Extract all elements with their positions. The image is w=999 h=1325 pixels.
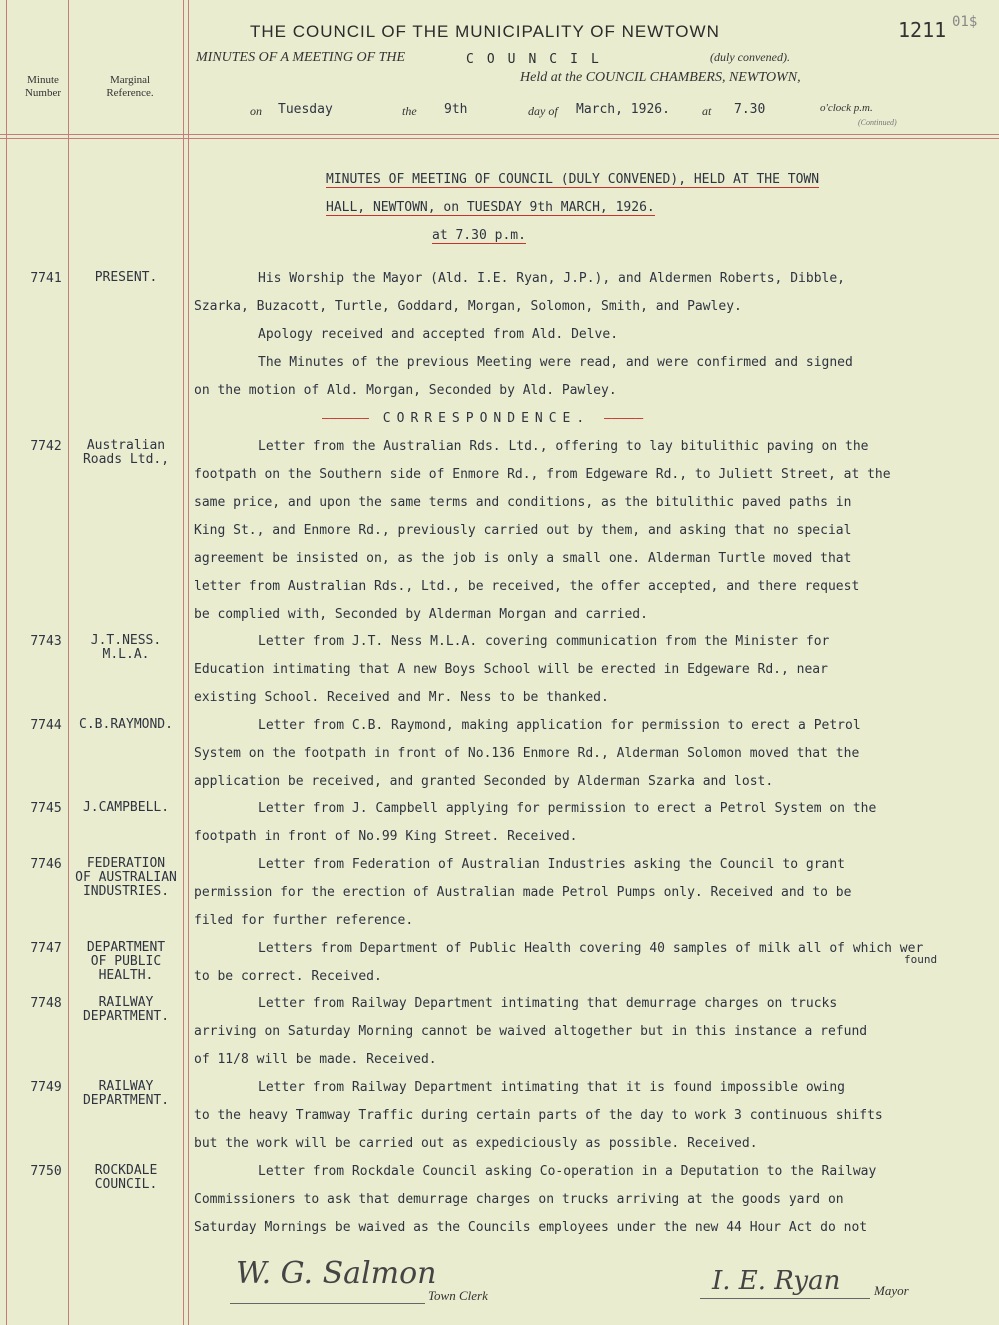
meeting-time: 7.30	[734, 102, 766, 117]
body-insertion: found	[904, 953, 938, 966]
column-heading-minute-number: Minute Number	[24, 74, 62, 99]
marginal-reference: FEDERATION OF AUSTRALIAN INDUSTRIES.	[75, 856, 177, 899]
heading-line-3: at 7.30 p.m.	[432, 228, 526, 243]
body-line: Letter from Railway Department intimating that demurrage charges on trucks	[258, 996, 838, 1011]
marginal-reference: ROCKDALE COUNCIL.	[94, 1163, 158, 1192]
minute-number: 7749	[30, 1080, 62, 1095]
body-line: Letter from Railway Department intimating that it is found impossible owing	[258, 1080, 845, 1095]
marginal-reference: C.B.RAYMOND.	[79, 717, 173, 732]
body-line: His Worship the Mayor (Ald. I.E. Ryan, J.P.), and Aldermen Roberts, Dibble,	[258, 271, 845, 286]
heading-line-1: MINUTES OF MEETING OF COUNCIL (DULY CONVENED), HELD AT THE TOWN	[326, 172, 820, 187]
body-line: Letter from C.B. Raymond, making application for permission to erect a Petrol	[258, 718, 861, 733]
column-heading-marginal-reference: Marginal Reference.	[106, 74, 154, 99]
header-rule	[0, 134, 999, 135]
margin-rule	[6, 0, 7, 1325]
body-line: Saturday Mornings be waived as the Councils employees under the new 44 Hour Act do not	[194, 1220, 868, 1235]
body-line: same price, and upon the same terms and conditions, as the bitulithic paved paths in	[194, 495, 852, 510]
body-line: Letter from J. Campbell applying for permission to erect a Petrol System on the	[258, 801, 877, 816]
body-line: Szarka, Buzacott, Turtle, Goddard, Morgan, Solomon, Smith, and Pawley.	[194, 299, 742, 314]
body-line: to be correct. Received.	[194, 969, 382, 984]
correspondence-heading: —————— CORRESPONDENCE. —————	[322, 411, 644, 426]
mayor-signature: I. E. Ryan	[712, 1266, 841, 1296]
town-clerk-label: Town Clerk	[428, 1288, 488, 1303]
body-line: Letters from Department of Public Health covering 40 samples of milk all of which wer	[258, 941, 924, 956]
on-label: on	[250, 104, 262, 118]
minute-number: 7744	[30, 718, 62, 733]
reference-column-rule	[183, 0, 184, 1325]
minute-number: 7748	[30, 996, 62, 1011]
oclock-label: o'clock p.m.	[820, 102, 873, 114]
body-line: arriving on Saturday Morning cannot be waived altogether but in this instance a refund	[194, 1024, 868, 1039]
town-clerk-signature: W. G. Salmon	[236, 1256, 437, 1291]
body-line: footpath in front of No.99 King Street. Received.	[194, 829, 578, 844]
body-line: Letter from Federation of Australian Industries asking the Council to grant	[258, 857, 845, 872]
council-title: THE COUNCIL OF THE MUNICIPALITY OF NEWTOWN	[250, 22, 720, 41]
marginal-reference: J.T.NESS. M.L.A.	[90, 633, 162, 662]
the-label: the	[402, 104, 417, 118]
body-line: Letter from the Australian Rds. Ltd., offering to lay bitulithic paving on the	[258, 439, 869, 454]
page-number: 1211	[898, 18, 947, 42]
minute-number: 7747	[30, 941, 62, 956]
minute-number: 7743	[30, 634, 62, 649]
at-label: at	[702, 104, 712, 118]
body-line: Education intimating that A new Boys School will be erected in Edgeware Rd., near	[194, 662, 828, 677]
minutes-of-label: MINUTES OF A MEETING OF THE	[196, 50, 406, 65]
marginal-reference: PRESENT.	[94, 270, 158, 285]
held-at-label: Held at the COUNCIL CHAMBERS, NEWTOWN,	[520, 70, 801, 85]
minute-column-rule	[68, 0, 69, 1325]
body-line: agreement be insisted on, as the job is only a small one. Alderman Turtle moved that	[194, 551, 852, 566]
marginal-reference: RAILWAY DEPARTMENT.	[82, 1079, 170, 1108]
reference-column-rule-double	[188, 0, 189, 1325]
body-line: but the work will be carried out as expediciously as possible. Received.	[194, 1136, 758, 1151]
body-line: King St., and Enmore Rd., previously carried out by them, and asking that no special	[194, 523, 852, 538]
heading-line-2: HALL, NEWTOWN, on TUESDAY 9th MARCH, 1926.	[326, 200, 655, 215]
body-line: footpath on the Southern side of Enmore Rd., from Edgeware Rd., to Juliett Street, at the	[194, 467, 891, 482]
mayor-label: Mayor	[874, 1283, 909, 1298]
body-line: Letter from J.T. Ness M.L.A. covering communication from the Minister for	[258, 634, 830, 649]
body-line: be complied with, Seconded by Alderman Morgan and carried.	[194, 607, 648, 622]
marginal-reference: J.CAMPBELL.	[82, 800, 170, 815]
body-line: permission for the erection of Australian made Petrol Pumps only. Received and to be	[194, 885, 852, 900]
day-of-label: day of	[528, 104, 558, 118]
body-line: System on the footpath in front of No.136 Enmore Rd., Alderman Solomon moved that the	[194, 746, 860, 761]
body-line: Letter from Rockdale Council asking Co-operation in a Deputation to the Railway	[258, 1164, 877, 1179]
continued-label: (Continued)	[858, 118, 897, 127]
body-line: filed for further reference.	[194, 913, 414, 928]
minute-number: 7742	[30, 439, 62, 454]
convened-label: (duly convened).	[710, 50, 790, 64]
body-line: on the motion of Ald. Morgan, Seconded by Ald. Pawley.	[194, 383, 617, 398]
minute-number: 7746	[30, 857, 62, 872]
minute-number: 7750	[30, 1164, 62, 1179]
body-line: The Minutes of the previous Meeting were read, and were confirmed and signed	[258, 355, 853, 370]
minute-number: 7741	[30, 271, 62, 286]
minute-number: 7745	[30, 801, 62, 816]
marginal-reference: RAILWAY DEPARTMENT.	[82, 995, 170, 1024]
body-line: letter from Australian Rds., Ltd., be received, the offer accepted, and there request	[194, 579, 860, 594]
body-line: Commissioners to ask that demurrage charges on trucks arriving at the goods yard on	[194, 1192, 844, 1207]
page-stamp: 01$	[952, 14, 978, 30]
body-line: of 11/8 will be made. Received.	[194, 1052, 437, 1067]
town-clerk-signature-line	[230, 1303, 425, 1304]
body-line: existing School. Received and Mr. Ness to be thanked.	[194, 690, 609, 705]
body-line: Apology received and accepted from Ald. Delve.	[258, 327, 619, 342]
mayor-signature-line	[700, 1298, 870, 1299]
body-line: to the heavy Tramway Traffic during certain parts of the day to work 3 continuous shifts	[194, 1108, 883, 1123]
meeting-day-name: Tuesday	[278, 102, 333, 117]
marginal-reference: DEPARTMENT OF PUBLIC HEALTH.	[86, 940, 166, 983]
meeting-body: COUNCIL	[466, 52, 612, 67]
meeting-month-year: March, 1926.	[576, 102, 670, 117]
meeting-day-number: 9th	[444, 102, 468, 117]
header-rule-double	[0, 138, 999, 139]
marginal-reference: Australian Roads Ltd.,	[82, 438, 170, 467]
body-line: application be received, and granted Seconded by Alderman Szarka and lost.	[194, 774, 774, 789]
